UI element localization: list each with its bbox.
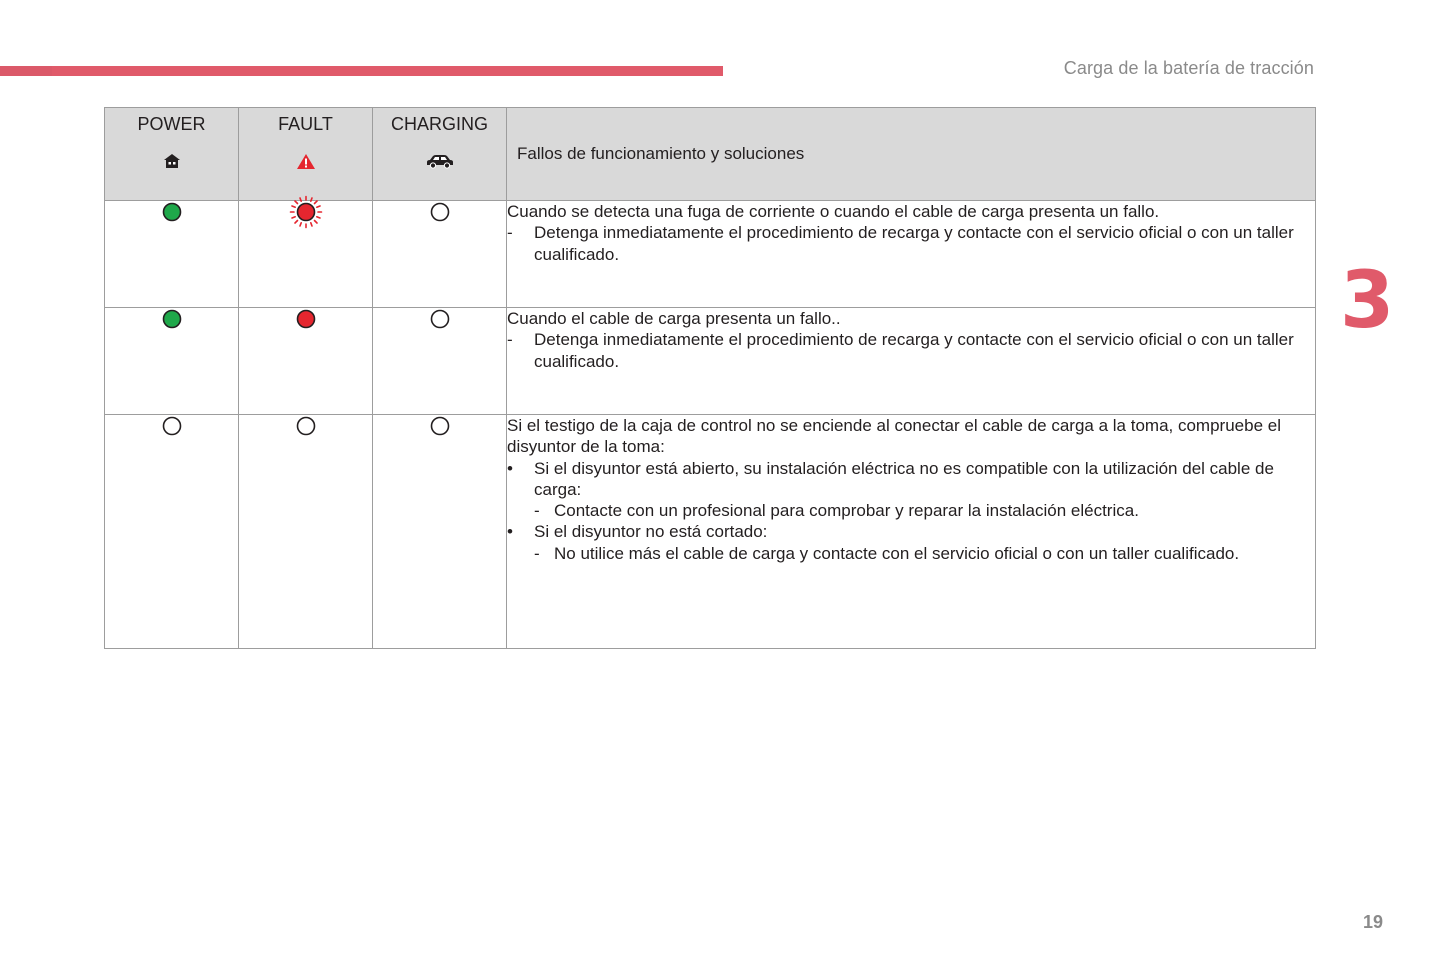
description-column-header: Fallos de funcionamiento y soluciones — [507, 108, 1316, 201]
section-title: Carga de la batería de tracción — [1063, 58, 1314, 78]
table-header-row — [105, 108, 1316, 201]
fault-lamp-cell — [239, 201, 373, 308]
fault-label: FAULT — [278, 114, 333, 134]
car-icon — [373, 153, 506, 175]
row-description — [507, 308, 1316, 415]
charging-lamp-off — [429, 308, 451, 330]
list-item — [507, 329, 1315, 372]
fault-table — [104, 107, 1316, 649]
house-icon — [105, 153, 238, 175]
item-marker: - — [507, 223, 513, 243]
header-accent-bar — [0, 66, 723, 76]
power-lamp-off — [161, 415, 183, 437]
list-item — [507, 521, 1315, 542]
row-intro: Si el testigo de la caja de control no se enciende al conectar el cable de carga a la toma, compruebe el disyuntor de la toma: — [507, 416, 1281, 457]
table-row — [105, 201, 1316, 308]
sub-item-marker: - — [534, 501, 540, 521]
power-lamp-cell — [105, 308, 239, 415]
sub-item-text: Contacte con un profesional para comprobar y reparar la instalación eléctrica. — [554, 501, 1139, 521]
table-row — [105, 308, 1316, 415]
fault-lamp-red-on — [295, 308, 317, 330]
charging-lamp-cell — [373, 415, 507, 649]
fault-lamp-cell — [239, 308, 373, 415]
warning-triangle-icon — [239, 153, 372, 175]
item-marker: • — [507, 458, 513, 478]
power-lamp-cell — [105, 415, 239, 649]
row-description — [507, 415, 1316, 649]
fault-lamp-off — [295, 415, 317, 437]
table-row — [105, 415, 1316, 649]
page-number: 19 — [1363, 912, 1384, 932]
sub-item-text: No utilice más el cable de carga y contacte con el servicio oficial o con un taller cualificado. — [554, 543, 1240, 563]
charging-lamp-off — [429, 201, 451, 223]
list-item — [507, 222, 1315, 265]
fault-column-header — [239, 108, 373, 201]
charging-label: CHARGING — [390, 114, 488, 134]
row-intro: Cuando el cable de carga presenta un fallo.. — [507, 309, 841, 328]
charging-lamp-cell — [373, 201, 507, 308]
charging-lamp-off — [429, 415, 451, 437]
item-text: Detenga inmediatamente el procedimiento de recarga y contacte con el servicio oficial o con un taller cualificado. — [534, 330, 1294, 371]
chapter-number: 3 — [1340, 256, 1395, 346]
item-text: Detenga inmediatamente el procedimiento de recarga y contacte con el servicio oficial o con un taller cualificado. — [534, 223, 1294, 264]
item-text: Si el disyuntor no está cortado: — [534, 522, 768, 542]
power-lamp-green-on — [161, 308, 183, 330]
power-label: POWER — [137, 114, 206, 134]
item-marker: - — [507, 330, 513, 350]
fault-lamp-red-flashing — [289, 195, 323, 229]
power-column-header — [105, 108, 239, 201]
power-lamp-green-on — [161, 201, 183, 223]
sub-list-item — [507, 500, 1315, 521]
charging-lamp-cell — [373, 308, 507, 415]
charging-column-header — [373, 108, 507, 201]
item-marker: • — [507, 522, 513, 542]
list-item — [507, 458, 1315, 501]
fault-lamp-cell — [239, 415, 373, 649]
sub-item-marker: - — [534, 543, 540, 563]
row-intro: Cuando se detecta una fuga de corriente o cuando el cable de carga presenta un fallo. — [507, 202, 1160, 221]
sub-list-item — [507, 543, 1315, 564]
power-lamp-cell — [105, 201, 239, 308]
row-description — [507, 201, 1316, 308]
item-text: Si el disyuntor está abierto, su instalación eléctrica no es compatible con la utilización del cable de carga: — [534, 458, 1274, 499]
